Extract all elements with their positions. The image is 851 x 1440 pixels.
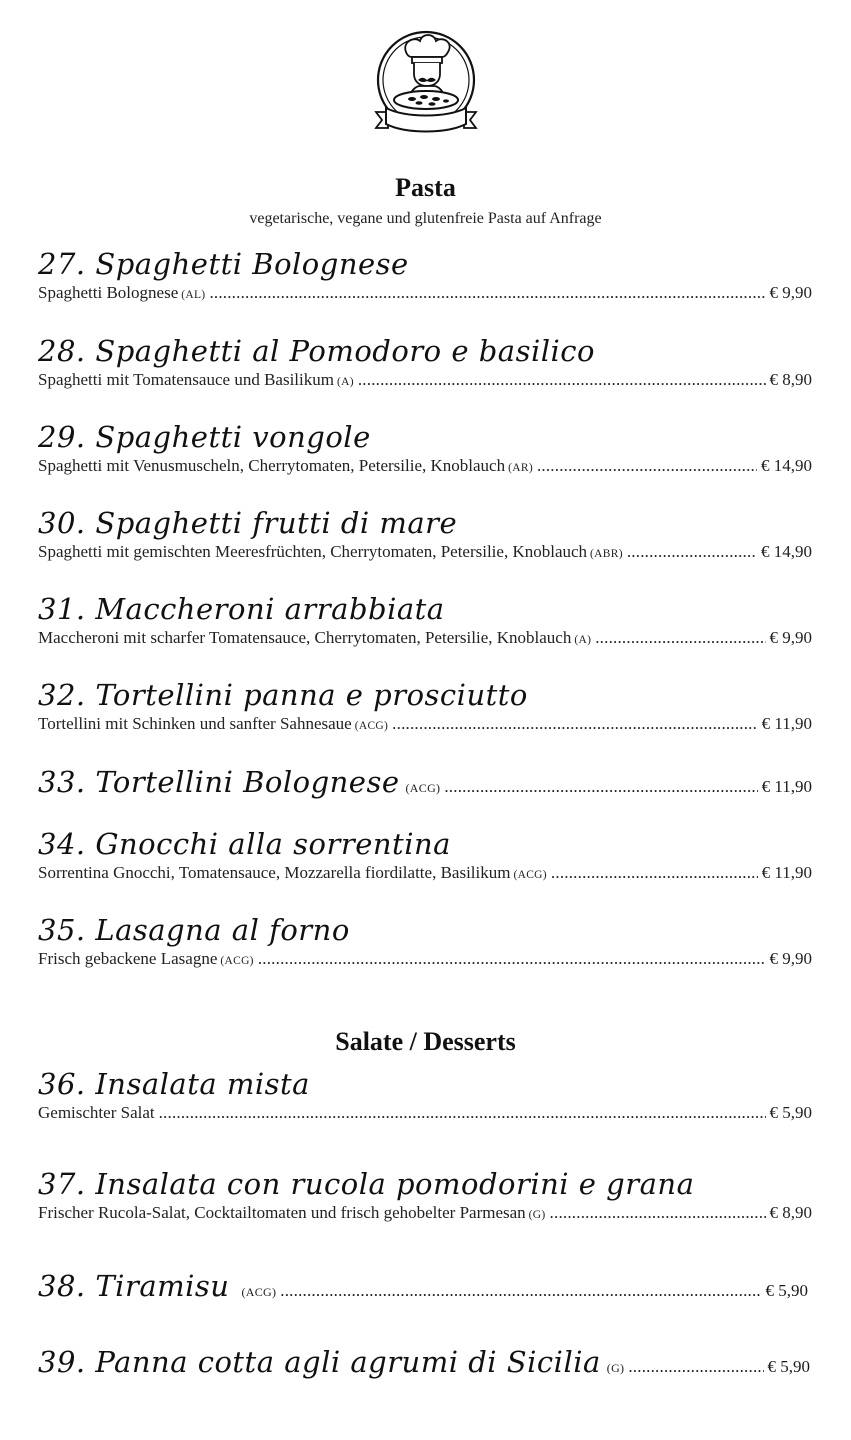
- menu-item-title: 28. Spaghetti al Pomodoro e basilico: [38, 334, 596, 368]
- menu-item-title: 29. Spaghetti vongole: [38, 420, 371, 454]
- section-subtitle-pasta: vegetarische, vegane und glutenfreie Pasta auf Anfrage: [249, 210, 602, 227]
- menu-item-title: 37. Insalata con rucola pomodorini e grana: [38, 1167, 695, 1201]
- menu-item-line: [38, 948, 812, 972]
- dot-leader: [209, 282, 765, 304]
- menu-item-price: € 9,90: [769, 283, 812, 302]
- menu-item-price: € 11,90: [761, 863, 812, 882]
- dot-leader: [550, 1202, 766, 1224]
- menu-item-price: € 5,90: [765, 1281, 808, 1300]
- allergen-code: (G): [606, 1361, 625, 1375]
- chef-pizza-logo-icon: [362, 28, 490, 146]
- menu-item-price: € 9,90: [769, 949, 812, 968]
- menu-item: [38, 1166, 812, 1226]
- menu-item-description: Maccheroni mit scharfer Tomatensauce, Cherrytomaten, Petersilie, Knoblauch: [38, 628, 572, 647]
- allergen-code: (ACG): [241, 1285, 277, 1299]
- menu-item-description: Sorrentina Gnocchi, Tomatensauce, Mozzarella fiordilatte, Basilikum: [38, 863, 511, 882]
- dot-leader: [392, 713, 757, 735]
- menu-item-title: 36. Insalata mista: [38, 1067, 310, 1101]
- menu-item: [38, 505, 812, 565]
- allergen-code: (A): [336, 376, 354, 388]
- menu-item-description: Tortellini mit Schinken und sanfter Sahnesaue: [38, 714, 352, 733]
- menu-item-description: Gemischter Salat: [38, 1103, 155, 1122]
- dot-leader: [595, 627, 765, 649]
- menu-item-title: 39. Panna cotta agli agrumi di Sicilia: [38, 1345, 601, 1379]
- menu-item-description: Spaghetti Bolognese: [38, 283, 179, 302]
- dot-leader: [628, 1357, 763, 1377]
- menu-item-description: Frischer Rucola-Salat, Cocktailtomaten und frisch gehobelter Parmesan: [38, 1203, 526, 1222]
- section-title-salate-desserts: Salate / Desserts: [335, 1027, 516, 1056]
- menu-item: [38, 1268, 808, 1304]
- menu-item: [38, 826, 812, 886]
- menu-item-title: 34. Gnocchi alla sorrentina: [38, 827, 451, 861]
- allergen-code: (AL): [181, 289, 206, 301]
- allergen-code: (ACG): [220, 955, 254, 967]
- menu-item-line: [38, 1102, 812, 1124]
- menu-item-title: 27. Spaghetti Bolognese: [38, 247, 409, 281]
- menu-item-line: [38, 1268, 808, 1304]
- menu-item-title: 30. Spaghetti frutti di mare: [38, 506, 458, 540]
- menu-item: [38, 246, 812, 306]
- menu-item-title: 38. Tiramisu: [38, 1269, 230, 1303]
- menu-item-price: € 11,90: [761, 714, 812, 733]
- menu-item-line: [38, 713, 812, 737]
- menu-item-title: 33. Tortellini Bolognese: [38, 765, 400, 799]
- menu-item-price: € 11,90: [761, 777, 812, 796]
- menu-item: [38, 1066, 812, 1124]
- menu-item-price: € 5,90: [767, 1357, 810, 1376]
- menu-item-description: Spaghetti mit gemischten Meeresfrüchten, Cherrytomaten, Petersilie, Knoblauch: [38, 542, 588, 561]
- menu-item-title: 31. Maccheroni arrabbiata: [38, 592, 445, 626]
- menu-item: [38, 419, 812, 479]
- allergen-code: (ACG): [513, 869, 547, 881]
- menu-item: [38, 764, 812, 800]
- menu-item-line: [38, 862, 812, 886]
- dot-leader: [258, 948, 766, 970]
- menu-item: [38, 1344, 810, 1380]
- menu-item: [38, 912, 812, 972]
- dot-leader: [444, 777, 757, 797]
- menu-item-description: Spaghetti mit Tomatensauce und Basilikum: [38, 370, 334, 389]
- menu-item-line: [38, 764, 812, 800]
- section-title-pasta: Pasta: [395, 173, 456, 202]
- menu-item: [38, 591, 812, 651]
- menu-item: [38, 333, 812, 393]
- dot-leader: [537, 455, 757, 477]
- menu-item-price: € 5,90: [769, 1103, 812, 1122]
- allergen-code: (ACG): [405, 781, 441, 795]
- allergen-code: (ACG): [354, 720, 389, 732]
- dot-leader: [159, 1102, 766, 1124]
- menu-item-price: € 14,90: [761, 456, 812, 475]
- menu-item: [38, 677, 812, 737]
- menu-item-line: [38, 455, 812, 479]
- menu-item-price: € 8,90: [769, 1203, 812, 1222]
- menu-item-line: [38, 1344, 810, 1380]
- menu-item-description: Frisch gebackene Lasagne: [38, 949, 218, 968]
- dot-leader: [627, 541, 757, 563]
- menu-item-title: 32. Tortellini panna e prosciutto: [38, 678, 528, 712]
- dot-leader: [280, 1281, 761, 1301]
- menu-item-price: € 9,90: [769, 628, 812, 647]
- menu-item-title: 35. Lasagna al forno: [38, 913, 350, 947]
- allergen-code: (G): [528, 1209, 546, 1221]
- dot-leader: [551, 862, 758, 884]
- menu-item-line: [38, 541, 812, 565]
- dot-leader: [358, 369, 766, 391]
- menu-item-description: Spaghetti mit Venusmuscheln, Cherrytomaten, Petersilie, Knoblauch: [38, 456, 506, 475]
- menu-item-line: [38, 1202, 812, 1226]
- allergen-code: (ABR): [590, 548, 623, 560]
- menu-item-price: € 8,90: [769, 370, 812, 389]
- allergen-code: (AR): [508, 462, 533, 474]
- menu-item-price: € 14,90: [761, 542, 812, 561]
- menu-item-line: [38, 282, 812, 306]
- menu-item-line: [38, 627, 812, 651]
- allergen-code: (A): [574, 634, 592, 646]
- menu-item-line: [38, 369, 812, 393]
